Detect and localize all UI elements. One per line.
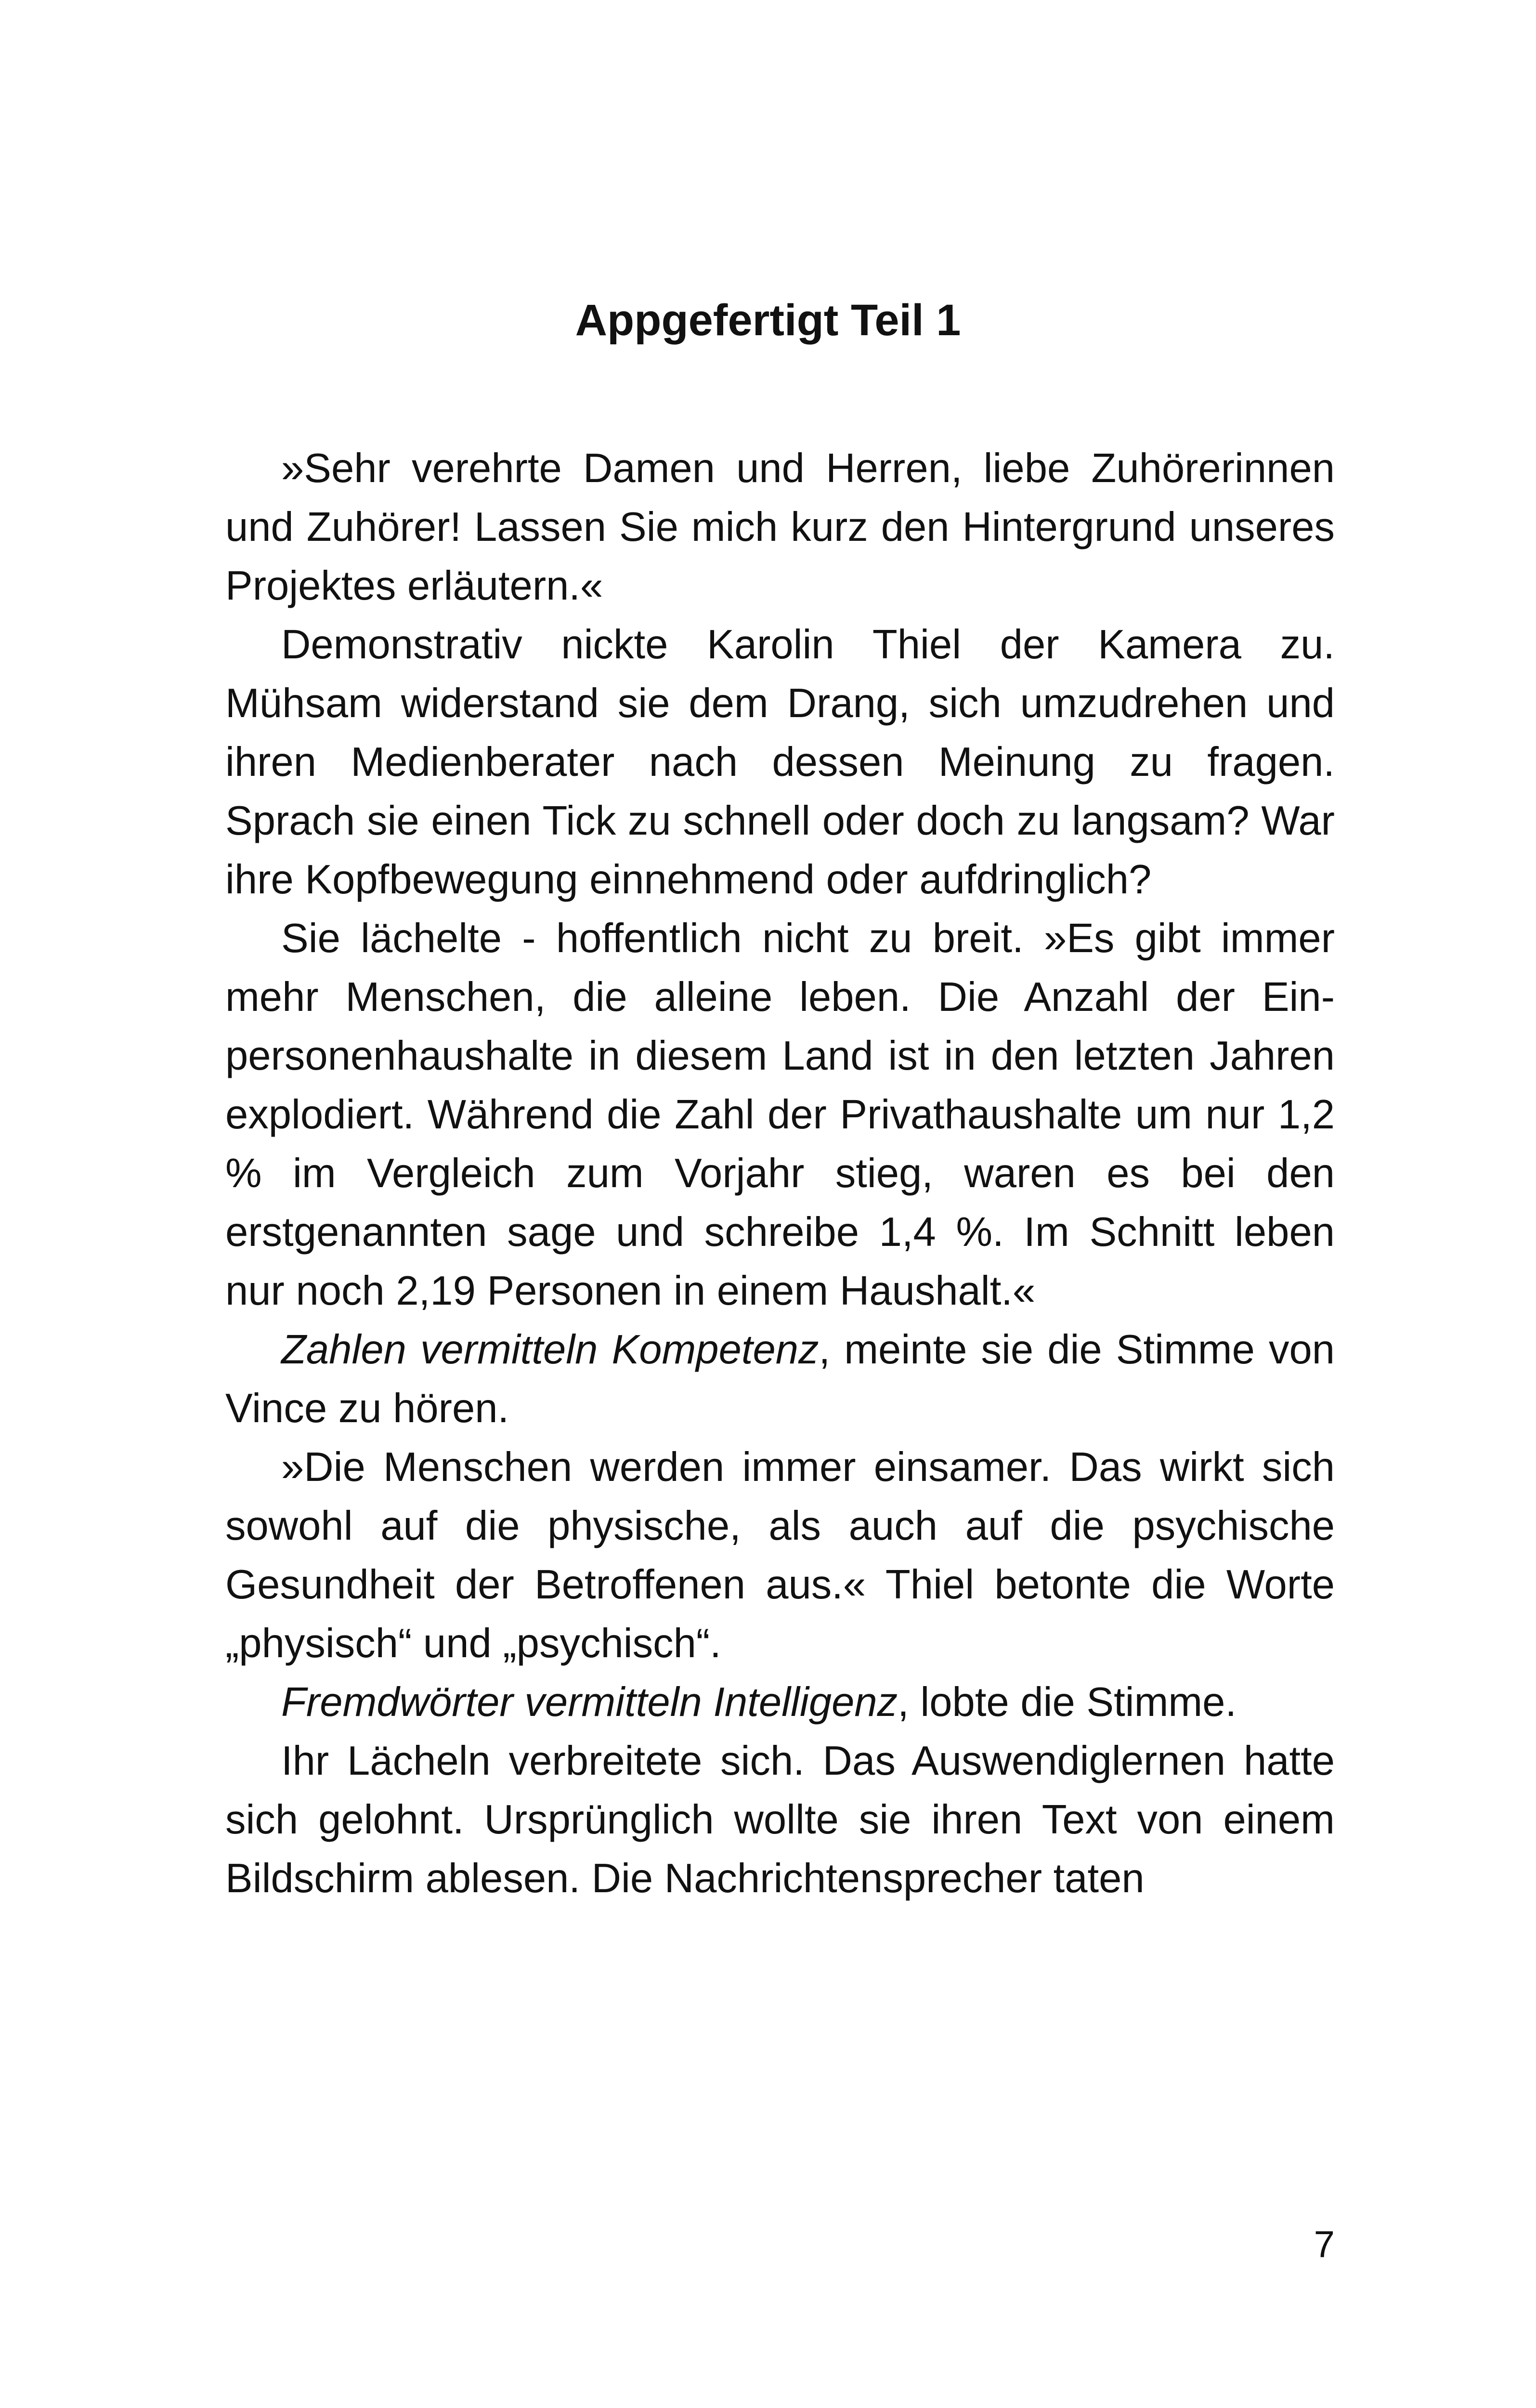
paragraph-text: Ihr Lächeln verbreitete sich. Das Auswendiglernen hatte sich gelohnt. Ursprünglich wollte sie ihren Text von einem Bildschirm ablesen. Die Nachrichtensprecher taten — [225, 1738, 1335, 1901]
paragraph-text: , lobte die Stimme. — [898, 1679, 1237, 1725]
paragraph-text: »Die Menschen werden immer einsamer. Das wirkt sich sowohl auf die physische, als auch auf die psychische Gesundheit der Betroffenen aus.« Thiel betonte die Worte „physisch“ und „psychisch“. — [225, 1444, 1335, 1666]
chapter-title: Appgefertigt Teil 1 — [575, 296, 961, 345]
paragraph-text: »Sehr verehrte Damen und Herren, liebe Zuhörerinnen und Zuhörer! Lassen Sie mich kurz den Hintergrund unseres Projektes erläutern.« — [225, 445, 1335, 609]
paragraph-text: Sie lächelte - hoffentlich nicht zu breit. »Es gibt immer mehr Menschen, die alleine leben. Die Anzahl der Einpersonenhaushalte in diesem Land ist in den letzten Jahren explodiert. Während die Zahl der Privathaushalte um nur 1,2 % im Vergleich zum Vorjahr stieg, waren es bei den erstgenannten sage und schreibe 1,4 %. Im Schnitt leben nur noch 2,19 Personen in einem Haushalt.« — [225, 916, 1335, 1314]
paragraph-1 — [225, 439, 1335, 615]
paragraph-text: Demonstrativ nickte Karolin Thiel der Kamera zu. Mühsam widerstand sie dem Drang, sich umzudrehen und ihren Medienberater nach dessen Meinung zu fragen. Sprach sie einen Tick zu schnell oder doch zu langsam? War ihre Kopfbewegung einnehmend oder aufdringlich? — [225, 622, 1335, 903]
paragraph-4 — [225, 1321, 1335, 1438]
paragraph-italic-text: Zahlen vermitteln Kompetenz — [281, 1327, 819, 1373]
paragraph-6 — [225, 1673, 1335, 1732]
paragraph-3 — [225, 909, 1335, 1321]
paragraph-5 — [225, 1438, 1335, 1673]
page-number: 7 — [1314, 2223, 1335, 2265]
paragraph-italic-text: Fremdwörter vermitteln Intelligenz — [281, 1679, 898, 1725]
paragraph-7 — [225, 1732, 1335, 1908]
paragraph-text: , meinte sie die Stimme von Vince zu hören. — [225, 1327, 1335, 1431]
body-text — [225, 439, 1335, 1908]
paragraph-2 — [225, 615, 1335, 909]
